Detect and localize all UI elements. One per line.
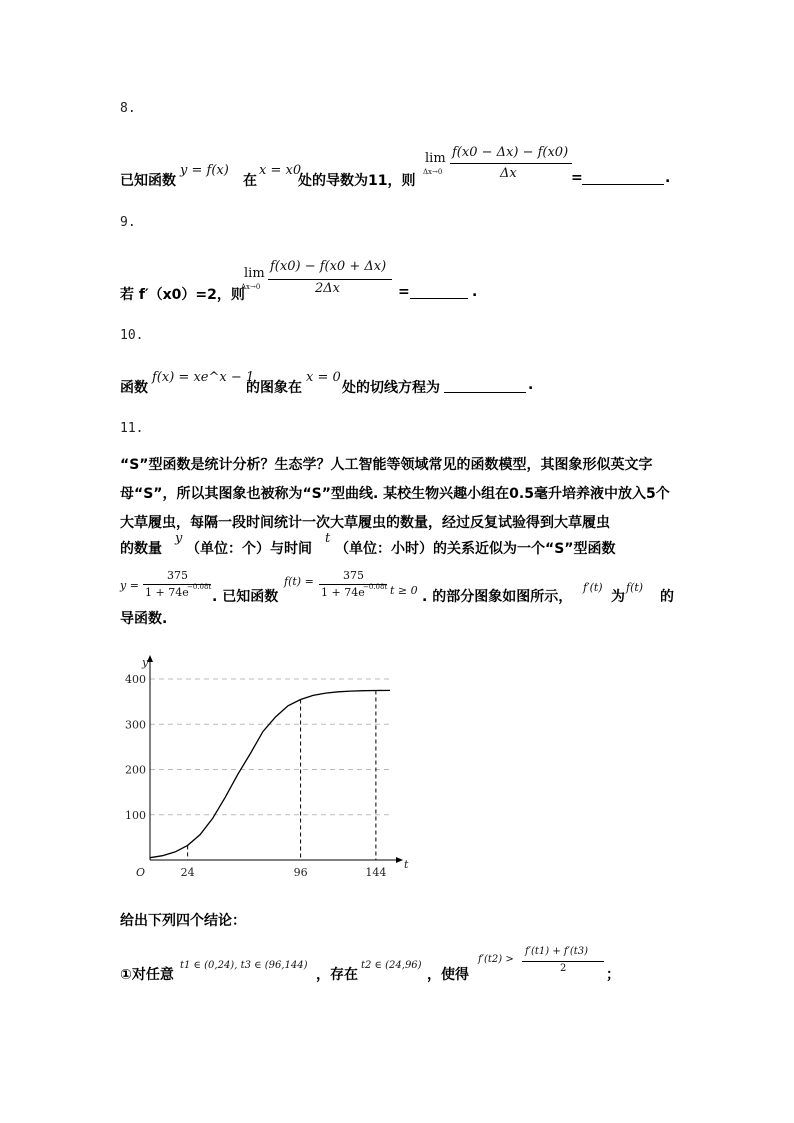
q9-answer-blank[interactable]: [410, 298, 468, 299]
q11-f2-den: 1 + 74e: [321, 586, 365, 599]
q8-fraction-bar: [450, 163, 572, 164]
q11-unit-count: （单位：个）与时间: [186, 541, 312, 557]
s-curve-chart: [120, 650, 410, 880]
q9-end: .: [472, 284, 478, 300]
conclusion-1-ineq-den: 2: [560, 963, 567, 974]
q11-formula-mid: . 已知函数: [212, 589, 279, 605]
q11-f2-after: . 的部分图象如图所示，: [422, 589, 573, 605]
q11-unit-hours: （单位：小时）的关系近似为一个“S”型函数: [335, 541, 616, 557]
q9-equals: =: [398, 284, 410, 300]
conclusion-1-ineq-left: f′(t2) >: [478, 954, 514, 965]
q9-prefix: 若 f′（x0）=2，则: [120, 287, 245, 303]
q8-at: 在: [243, 173, 257, 189]
q11-formula-exp: −0.08t: [187, 583, 212, 591]
conclusion-1-end: ；: [606, 967, 620, 983]
q11-f2-exp: −0.08t: [363, 583, 388, 591]
origin-label: O: [136, 866, 146, 879]
q11-f2-num: 375: [343, 569, 364, 582]
q8-numerator: f(x0 − Δx) − f(x0): [452, 145, 569, 160]
q8-equals: =: [571, 170, 583, 186]
q11-f2-lhs: f(t) =: [284, 575, 314, 588]
q10-answer-blank[interactable]: [444, 392, 526, 393]
q10-end: .: [528, 377, 534, 393]
q11-deriv: f′(t): [583, 581, 603, 594]
conclusion-1-ineq-num: f′(t1) + f′(t3): [525, 946, 589, 957]
y-tick-label-300: 300: [125, 718, 146, 732]
q8-number: 8.: [120, 101, 136, 116]
q9-lim-sub: Δx→0: [241, 283, 261, 291]
x-tick-label-24: 24: [180, 866, 195, 879]
q11-of: 的: [660, 589, 674, 605]
q10-prefix: 函数: [120, 380, 148, 396]
q10-suffix: 处的切线方程为: [342, 380, 440, 396]
q9-fraction-bar: [268, 279, 392, 280]
y-tick-label-200: 200: [125, 763, 146, 777]
s-curve-line: [150, 690, 390, 857]
q8-mid: 处的导数为11，则: [298, 173, 416, 189]
q11-quantity-label: 的数量: [120, 541, 162, 557]
q10-number: 10.: [120, 328, 144, 343]
conclusion-1-ineq-bar: [522, 961, 604, 962]
q8-lim: lim: [425, 151, 446, 166]
q9-number: 9.: [120, 215, 136, 230]
q11-formula-den: 1 + 74e: [145, 586, 189, 599]
q10-mid: 的图象在: [246, 380, 302, 396]
q11-paragraph-1: “S”型函数是统计分析？生态学？人工智能等领域常见的函数模型，其图象形似英文字母“S”，所以其图象也被称为“S”型曲线. 某校生物兴趣小组在0.5毫升培养液中放入5个大草履虫，每隔一段时间统计一次大草履虫的数量，经过反复试验得到大草履虫: [120, 457, 670, 531]
y-tick-label-400: 400: [125, 673, 146, 687]
x-tick-label-144: 144: [365, 866, 387, 879]
conclusion-1-sets: t1 ∈ (0,24), t3 ∈ (96,144): [180, 960, 308, 971]
q10-func: f(x) = xe^x − 1: [152, 370, 255, 385]
q10-point: x = 0: [306, 370, 341, 385]
q8-point: x = x0: [259, 163, 302, 178]
q8-end: .: [665, 170, 671, 186]
q11-formula-lhs: y =: [120, 579, 139, 592]
x-tick-label-96: 96: [293, 866, 308, 879]
conclusion-1-t2: t2 ∈ (24,96): [361, 960, 422, 971]
y-tick-label-100: 100: [125, 808, 146, 822]
conclusions-intro: 给出下列四个结论：: [120, 913, 246, 929]
q11-var-y: y: [175, 531, 183, 546]
q8-answer-blank[interactable]: [582, 184, 664, 185]
q8-lim-sub: Δx→0: [423, 168, 443, 176]
q11-number: 11.: [120, 421, 144, 436]
y-axis-label: y: [142, 656, 149, 669]
q9-numerator: f(x0) − f(x0 + Δx): [270, 259, 387, 274]
q9-lim: lim: [244, 266, 265, 281]
q11-ft: f(t): [626, 581, 644, 594]
q11-f2-tail: t ≥ 0: [390, 584, 418, 597]
q11-formula-num: 375: [167, 569, 188, 582]
q8-func: y = f(x): [180, 163, 229, 178]
q11-is: 为: [611, 589, 625, 605]
q8-prefix: 已知函数: [120, 173, 176, 189]
conclusion-1-exist: ，存在: [316, 967, 358, 983]
q11-var-t: t: [325, 531, 331, 546]
q11-paragraph-3: 导函数.: [120, 611, 168, 627]
q9-denominator: 2Δx: [315, 281, 340, 296]
conclusion-1-prefix: ①对任意: [120, 967, 174, 983]
x-axis-arrow: [396, 857, 403, 863]
q8-denominator: Δx: [500, 166, 517, 181]
x-axis-label: t: [404, 858, 409, 871]
conclusion-1-make: ，使得: [427, 967, 469, 983]
